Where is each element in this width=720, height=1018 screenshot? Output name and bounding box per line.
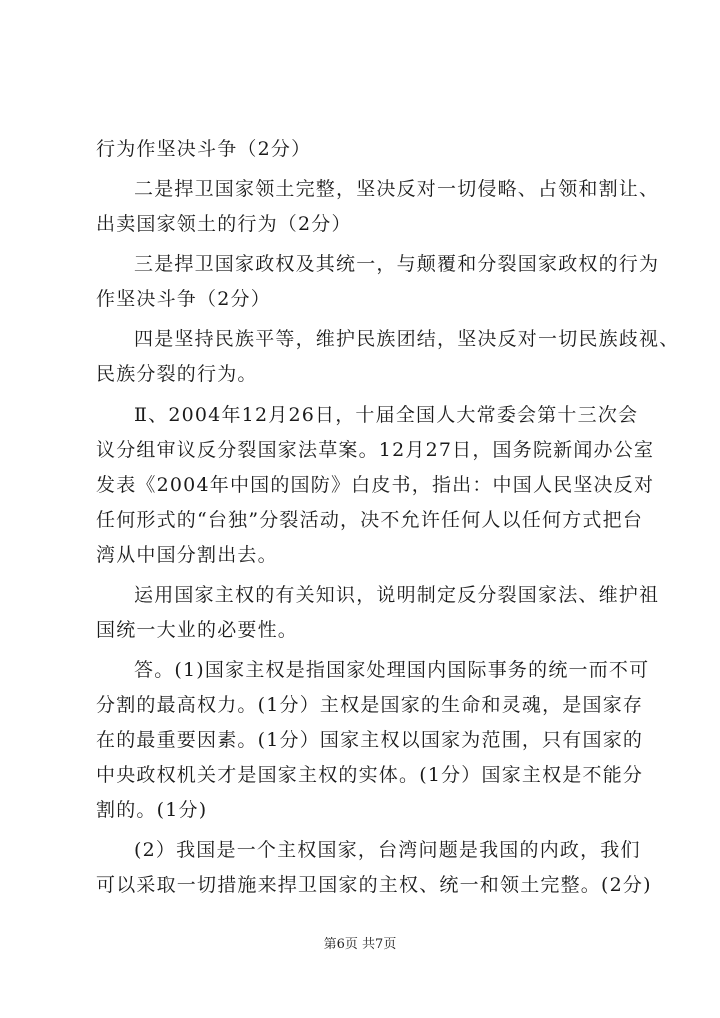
text-line: 国统一大业的必要性。 [96,619,299,641]
text-line: 运用国家主权的有关知识，说明制定反分裂国家法、维护祖 [134,584,660,606]
text-line: 可以采取一切措施来捍卫国家的主权、统一和领土完整。(2分) [96,874,652,896]
text-line: 在的最重要因素。(1分）国家主权以国家为范围，只有国家的 [96,729,644,751]
text-line: 议分组审议反分裂国家法草案。12月27日，国务院新闻办公室 [96,439,655,461]
text-line: 行为作坚决斗争（2分） [96,138,312,160]
text-line: Ⅱ、2004年12月26日，十届全国人大常委会第十三次会 [134,404,639,426]
text-line: 民族分裂的行为。 [96,363,258,385]
text-line: 作坚决斗争（2分） [96,288,271,310]
text-line: 三是捍卫国家政权及其统一，与颠覆和分裂国家政权的行为 [134,253,660,275]
text-line: 割的。(1分) [96,799,208,821]
page-number-footer: 第6页 共7页 [323,937,397,952]
text-line: 四是坚持民族平等，维护民族团结，坚决反对一切民族歧视、 [134,328,680,350]
text-line: 发表《2004年中国的国防》白皮书，指出：中国人民坚决反对 [96,474,655,496]
text-line: (2）我国是一个主权国家，台湾问题是我国的内政，我们 [134,839,641,861]
text-line: 答。(1)国家主权是指国家处理国内国际事务的统一而不可 [134,659,650,681]
text-line: 湾从中国分割出去。 [96,544,278,566]
text-line: 出卖国家领土的行为（2分） [96,213,352,235]
text-line: 中央政权机关才是国家主权的实体。(1分）国家主权是不能分 [96,764,644,786]
text-line: 任何形式的“台独”分裂活动，决不允许任何人以任何方式把台 [96,509,644,531]
text-line: 二是捍卫国家领土完整，坚决反对一切侵略、占领和割让、 [134,178,660,200]
text-line: 分割的最高权力。(1分）主权是国家的生命和灵魂，是国家存 [96,694,644,716]
